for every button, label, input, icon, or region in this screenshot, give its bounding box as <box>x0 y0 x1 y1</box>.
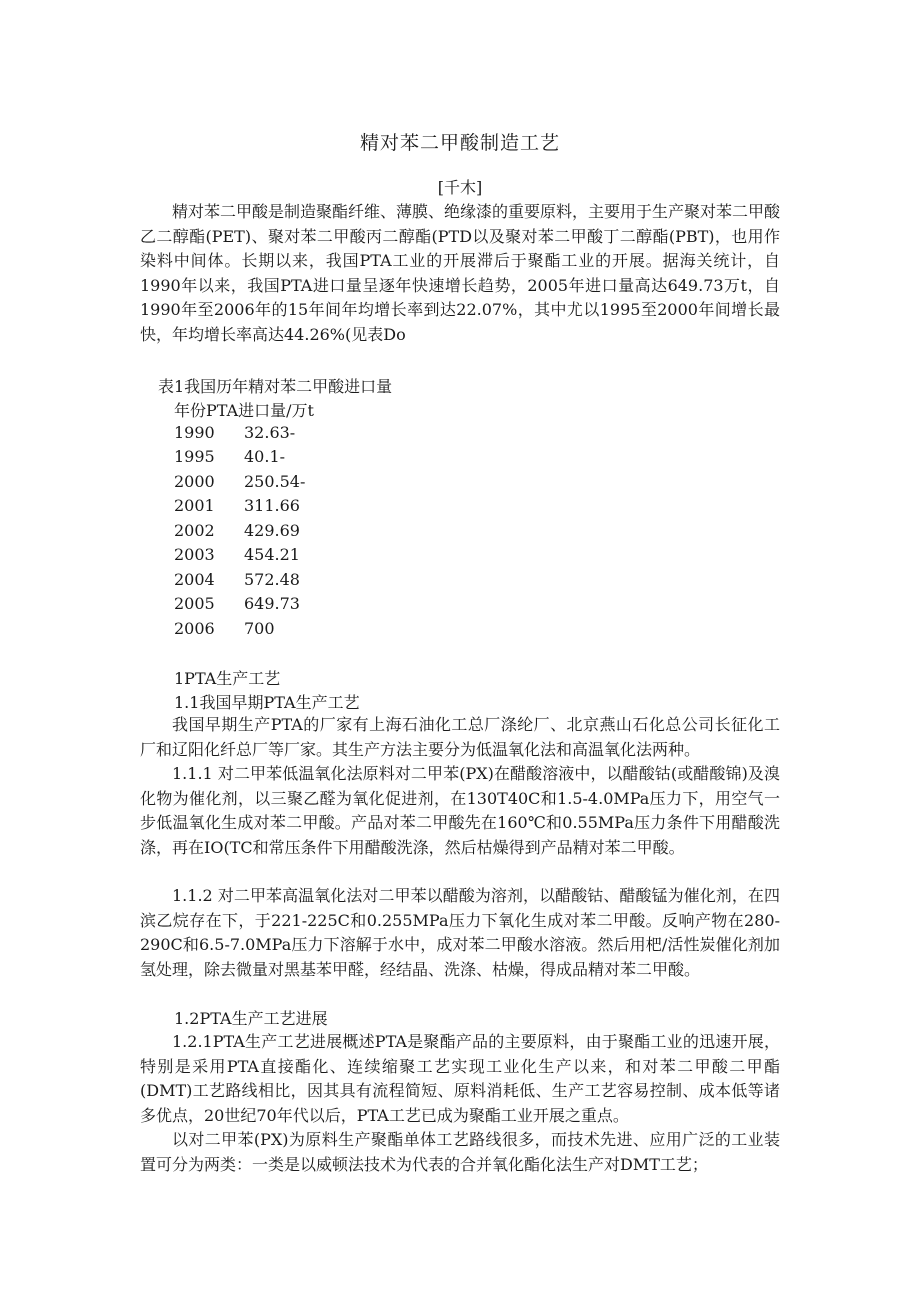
table-header: 年份PTA进口量/万t <box>174 401 314 420</box>
intro-paragraph: 精对苯二甲酸是制造聚酯纤维、薄膜、绝缘漆的重要原料，主要用于生产聚对苯二甲酸乙二醇酯(PET)、聚对苯二甲酸丙二醇酯(PTD以及聚对苯二甲酸丁二醇酯(PBT)，也用作染料中间体。长期以来，我国PTA工业的开展滞后于聚酯工业的开展。据海关统计，自1990年以来，我国PTA进口量呈逐年快速增长趋势，2005年进口量高达649.73万t，自1990年至2006年的15年间年均增长率到达22.07%，其中尤以1995至2000年间增长最快，年均增长率高达44.26%(见表Do <box>140 202 781 344</box>
section-heading-1-1: 1.1我国早期PTA生产工艺 <box>174 693 360 712</box>
table-row <box>174 423 295 447</box>
value-cell: 429.69 <box>244 521 300 540</box>
paragraph-1-1-1: 1.1.1 对二甲苯低温氧化法原料对二甲苯(PX)在醋酸溶液中，以醋酸钴(或醋酸锦)及溴化物为催化剂，以三聚乙醛为氧化促进剂，在130T40C和1.5-4.0MPa压力下，用空气一步低温氧化生成对苯二甲酸。产品对苯二甲酸先在160℃和0.55MPa压力条件下用醋酸洗涤，再在IO(TC和常压条件下用醋酸洗涤，然后枯燥得到产品精对苯二甲酸。 <box>140 764 780 857</box>
year-cell: 2000 <box>174 472 215 491</box>
table-row <box>174 545 300 569</box>
paragraph-last: 以对二甲苯(PX)为原料生产聚酯单体工艺路线很多，而技术先进、应用广泛的工业装置可分为两类：一类是以威顿法技术为代表的合并氧化酯化法生产对DMT工艺； <box>140 1130 780 1174</box>
author-line: [千木] <box>437 178 483 197</box>
document-title: 精对苯二甲酸制造工艺 <box>359 132 560 154</box>
paragraph-1-1-2: 1.1.2 对二甲苯高温氧化法对二甲苯以醋酸为溶剂，以醋酸钴、醋酸锰为催化剂，在四滨乙烷存在下，于221-225C和0.255MPa压力下氧化生成对苯二甲酸。反响产物在280-290C和6.5-7.0MPa压力下溶解于水中，成对苯二甲酸水溶液。然后用杷/活性炭催化剂加氢处理，除去微量对黑基苯甲醛，经结晶、洗涤、枯燥，得成品精对苯二甲酸。 <box>140 886 780 979</box>
table-row <box>174 496 300 520</box>
table-row <box>174 619 275 643</box>
year-cell: 2005 <box>174 594 215 613</box>
table-row <box>174 521 300 545</box>
year-cell: 2006 <box>174 619 215 638</box>
value-cell: 250.54- <box>244 472 306 491</box>
year-cell: 2002 <box>174 521 215 540</box>
value-cell: 311.66 <box>244 496 300 515</box>
year-cell: 2003 <box>174 545 215 564</box>
value-cell: 40.1- <box>244 447 286 466</box>
table-row <box>174 594 300 618</box>
section-heading-1-2: 1.2PTA生产工艺进展 <box>174 1009 328 1028</box>
value-cell: 572.48 <box>244 570 300 589</box>
year-cell: 1995 <box>174 447 215 466</box>
paragraph-1-1: 我国早期生产PTA的厂家有上海石油化工总厂涤纶厂、北京燕山石化总公司长征化工厂和辽阳化纤总厂等厂家。其生产方法主要分为低温氧化法和高温氧化法两种。 <box>140 715 780 759</box>
value-cell: 700 <box>244 619 275 638</box>
value-cell: 649.73 <box>244 594 300 613</box>
value-cell: 32.63- <box>244 423 296 442</box>
table-row <box>174 472 305 496</box>
year-cell: 1990 <box>174 423 215 442</box>
year-cell: 2004 <box>174 570 215 589</box>
paragraph-1-2-1: 1.2.1PTA生产工艺进展概述PTA是聚酯产品的主要原料，由于聚酯工业的迅速开展，特别是采用PTA直接酯化、连续缩聚工艺实现工业化生产以来，和对苯二甲酸二甲酯(DMT)工艺路线相比，因其具有流程简短、原料消耗低、生产工艺容易控制、成本低等诸多优点，20世纪70年代以后，PTA工艺已成为聚酯工业开展之重点。 <box>140 1032 780 1125</box>
value-cell: 454.21 <box>244 545 300 564</box>
year-cell: 2001 <box>174 496 215 515</box>
table-row <box>174 570 300 594</box>
table-title: 表1我国历年精对苯二甲酸进口量 <box>158 377 393 396</box>
table-row <box>174 447 285 471</box>
section-heading-1: 1PTA生产工艺 <box>174 669 281 688</box>
